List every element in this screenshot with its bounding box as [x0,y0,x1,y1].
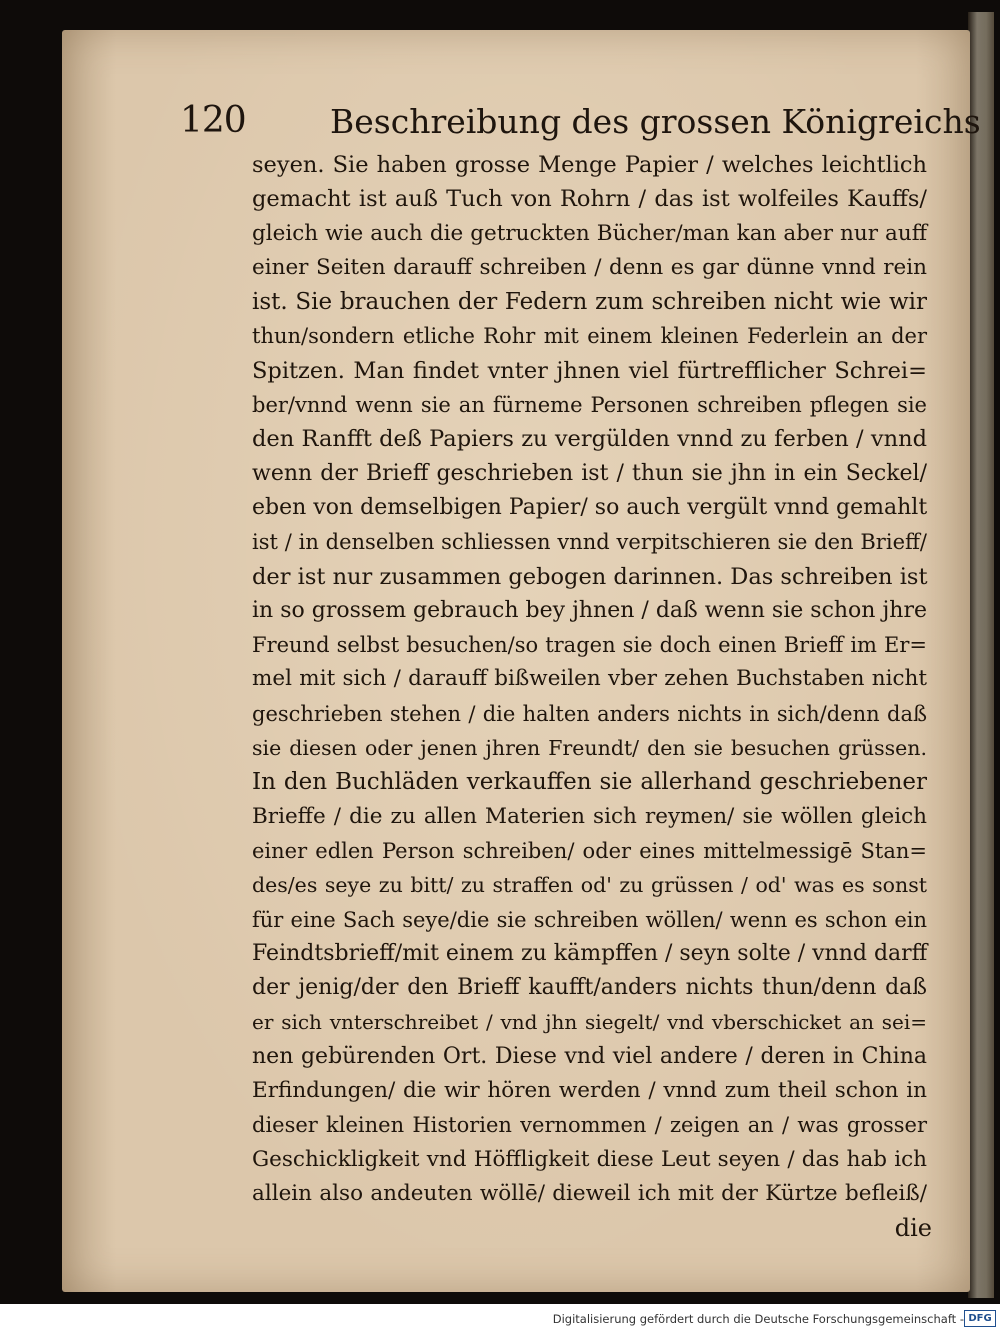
text-line: einer Seiten darauff schreiben / denn es gar dünne vnnd rein [252,254,927,280]
text-line: seyen. Sie haben grosse Menge Papier / welches leichtlich [252,152,927,178]
dfg-logo: DFG [964,1310,996,1327]
funding-credit: Digitalisierung gefördert durch die Deutsche Forschungsgemeinschaft - [552,1312,964,1326]
text-line: In den Buchläden verkauffen sie allerhand geschriebener [252,769,927,796]
text-line: in so grossem gebrauch bey jhnen / daß wenn sie schon jhre [252,597,927,623]
text-line: gleich wie auch die getruckten Bücher/man kan aber nur auff [252,220,927,246]
text-line: des/es seye zu bitt/ zu straffen od' zu grüssen / od' was es sonst [252,873,927,898]
text-line: den Ranfft deß Papiers zu vergülden vnnd zu ferben / vnnd [252,426,927,453]
catchword: die [894,1214,932,1243]
text-line: Spitzen. Man findet vnter jhnen viel fürtrefflicher Schrei= [252,357,927,384]
text-line: der jenig/der den Brieff kaufft/anders nichts thun/denn daß [252,975,927,1001]
text-line: Freund selbst besuchen/so tragen sie doch einen Brieff im Er= [252,633,927,658]
text-line: mel mit sich / darauff bißweilen vber zehen Buchstaben nicht [252,666,927,692]
text-line: allein also andeuten wöllē/ dieweil ich mit der Kürtze befleiß/ [252,1180,927,1206]
text-line: nen gebürenden Ort. Diese vnd viel andere / deren in China [252,1043,927,1069]
text-line: ist / in denselben schliessen vnnd verpitschieren sie den Brieff/ [252,530,927,555]
text-line: geschrieben stehen / die halten anders nichts in sich/denn daß [252,701,927,726]
text-line: ist. Sie brauchen der Federn zum schreiben nicht wie wir [252,289,927,316]
text-line: der ist nur zusammen gebogen darinnen. Das schreiben ist [252,563,928,590]
text-line: ber/vnnd wenn sie an fürneme Personen schreiben pflegen sie [252,393,927,418]
text-line: er sich vnterschreibet / vnd jhn siegelt/ vnd vberschicket an sei= [252,1010,927,1035]
running-title: Beschreibung des grossen Königreichs [330,102,981,141]
text-line: Brieffe / die zu allen Materien sich reymen/ sie wöllen gleich [252,803,927,829]
text-line: dieser kleinen Historien vernommen / zeigen an / was grosser [252,1113,927,1138]
text-line: für eine Sach seye/die sie schreiben wöllen/ wenn es schon ein [252,907,927,932]
page-header [180,100,981,150]
text-line: gemacht ist auß Tuch von Rohrn / das ist wolfeiles Kauffs/ [252,186,927,213]
text-line: thun/sondern etliche Rohr mit einem kleinen Federlein an der [252,324,927,349]
next-page-edge [968,12,994,1298]
text-line: Geschickligkeit vnd Höffligkeit diese Leut seyen / das hab ich [252,1146,927,1172]
text-line: Erfindungen/ die wir hören werden / vnnd zum theil schon in [252,1078,927,1104]
text-line: einer edlen Person schreiben/ oder eines mittelmessigē Stan= [252,838,927,863]
footer-bar [0,1304,1000,1331]
page-number: 120 [180,100,246,141]
text-line: Feindtsbrieff/mit einem zu kämpffen / seyn solte / vnnd darff [252,940,928,966]
text-line: wenn der Brieff geschrieben ist / thun sie jhn in ein Seckel/ [252,460,927,486]
body-text [252,148,942,1246]
text-line: eben von demselbigen Papier/ so auch vergült vnnd gemahlt [252,494,928,520]
text-line: sie diesen oder jenen jhren Freundt/ den sie besuchen grüssen. [252,736,927,761]
